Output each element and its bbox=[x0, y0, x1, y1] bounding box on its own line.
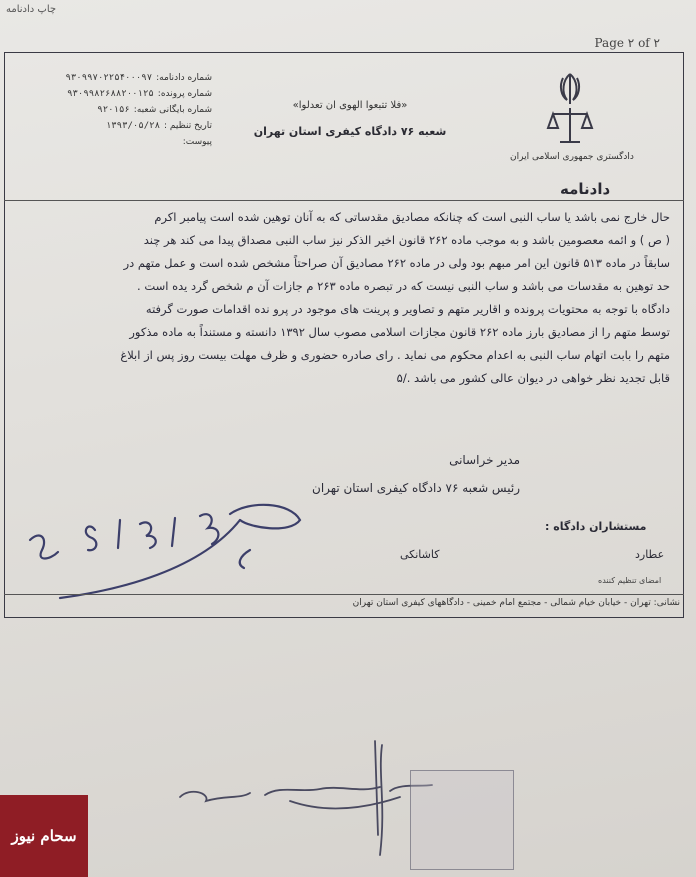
address-divider bbox=[4, 594, 684, 595]
signer-label: امضای تنظیم کننده bbox=[598, 576, 662, 585]
print-label: چاپ دادنامه bbox=[6, 4, 57, 15]
verdict-line: قابل تجدید نظر خواهی در دیوان عالی کشور می باشد ./۵ bbox=[396, 371, 670, 385]
judiciary-name: دادگستری جمهوری اسلامی ایران bbox=[510, 152, 634, 162]
court-address: نشانی: تهران - خیابان خیام شمالی - مجتمع امام خمینی - دادگاههای کیفری استان تهران bbox=[352, 598, 680, 608]
verdict-line: توسط متهم را از مصادیق بارز ماده ۲۶۲ قانون مجازات اسلامی مصوب سال ۱۳۹۲ دانسته و مستنداً به ماده مذکور bbox=[129, 325, 670, 339]
meta-case-number: شماره پرونده: ۹۳۰۹۹۸۲۶۸۸۲۰۰۱۲۵ bbox=[67, 89, 212, 99]
verdict-line: ( ص ) و ائمه معصومین باشد و به موجب ماده ۲۶۲ قانون اخیر الذکر نیز ساب النبی مصداق پیدا می کند هر چند bbox=[143, 233, 670, 247]
logo-text: سحام نیوز bbox=[11, 827, 77, 845]
stamp-box bbox=[410, 770, 514, 870]
header-center bbox=[230, 100, 470, 138]
advisor-name: کاشانکی bbox=[400, 548, 440, 561]
advisor-name: عطارد bbox=[635, 548, 665, 561]
judge-signature-block bbox=[310, 446, 520, 502]
page-number: Page ۲ of ۲ bbox=[594, 36, 660, 50]
meta-date: تاریخ تنظیم : ۱۳۹۳/۰۵/۲۸ bbox=[105, 121, 212, 131]
advisors-label: مستشاران دادگاه : bbox=[545, 520, 647, 533]
verdict-body bbox=[10, 206, 670, 390]
judge-name: مدیر خراسانی bbox=[449, 453, 520, 467]
news-logo bbox=[0, 795, 88, 877]
verdict-line: سابقاً در ماده ۵۱۳ قانون این امر مبهم بود ولی در ماده ۲۶۲ مصادیق آن صراحتاً مشخص شده است و عمل متهم در bbox=[123, 256, 670, 270]
judge-role: رئیس شعبه ۷۶ دادگاه کیفری استان تهران bbox=[312, 481, 520, 495]
meta-verdict-number: شماره دادنامه: ۹۳۰۹۹۷۰۲۲۵۴۰۰۰۹۷ bbox=[65, 73, 212, 83]
quran-verse: «فلا تتبعوا الهوی ان تعدلوا» bbox=[292, 100, 408, 111]
verdict-line: متهم را بابت اتهام ساب النبی به اعدام محکوم می نماید . رای صادره حضوری و ظرف مهلت بیست روز پس از ابلاغ bbox=[120, 348, 670, 362]
case-metadata bbox=[12, 70, 212, 150]
document-title: دادنامه bbox=[560, 180, 611, 198]
meta-archive-number: شماره بایگانی شعبه: ۹۲۰۱۵۶ bbox=[97, 105, 212, 115]
meta-attachment: پیوست: bbox=[182, 137, 212, 147]
verdict-line: حد توهین به مقدسات می باشد و ساب النبی نیست که در تبصره ماده ۲۶۳ م جازات آن م شخص گرد یده است . bbox=[137, 279, 670, 293]
title-divider bbox=[4, 200, 684, 201]
verdict-line: حال خارج نمی باشد یا ساب النبی است که چنانکه مصادیق مقدساتی که به آنان توهین شده است پیامبر اکرم bbox=[154, 210, 670, 224]
iran-emblem-icon bbox=[545, 70, 595, 150]
verdict-line: دادگاه با توجه به محتویات پرونده و اقاریر متهم و تصاویر و پرینت های موجود در پرو نده اقدامات صورت گرفته bbox=[145, 302, 670, 316]
court-branch: شعبه ۷۶ دادگاه کیفری استان تهران bbox=[253, 125, 447, 138]
handwritten-signature bbox=[0, 490, 320, 600]
